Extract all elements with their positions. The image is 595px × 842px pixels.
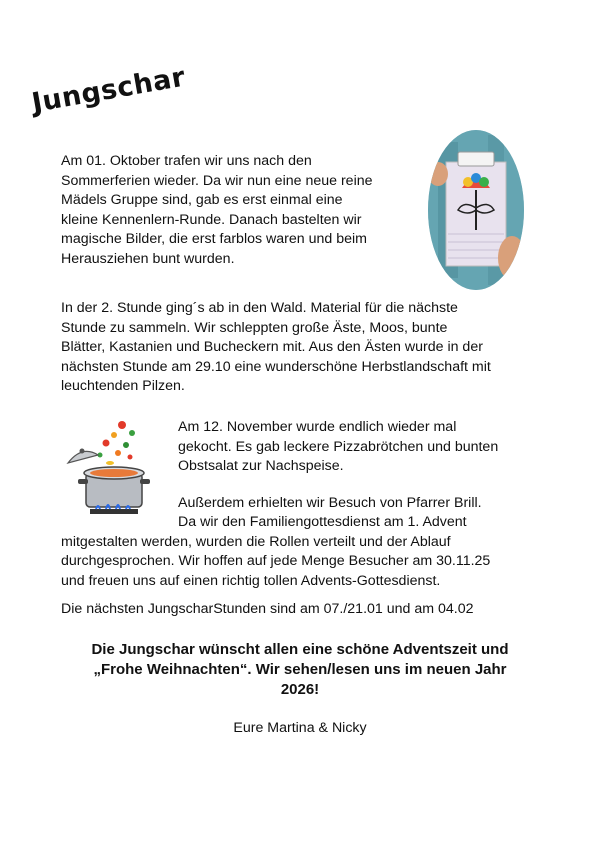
text-line: Die Jungschar wünscht allen eine schöne Adventszeit und: [91, 641, 509, 658]
text-line: Am 12. November wurde endlich wieder mal: [178, 419, 457, 435]
text-line: Obstsalat zur Nachspeise.: [178, 458, 344, 474]
paragraph-advent-service: [61, 513, 551, 591]
text-line: und freuen uns auf einen richtig tollen Advents-Gottesdienst.: [61, 572, 441, 589]
text-line: durchgesprochen. Wir hoffen auf jede Menge Besucher am 30.11.25: [61, 553, 491, 569]
craft-photo: [428, 130, 524, 290]
text-line: In der 2. Stunde ging´s ab in den Wald. Material für die nächste: [61, 300, 458, 316]
paragraph-visit: [178, 494, 548, 514]
text-line: 2026!: [280, 681, 320, 698]
text-line: gekocht. Es gab leckere Pizzabrötchen und bunten: [178, 438, 499, 455]
text-line: Außerdem erhielten wir Besuch von Pfarrer Brill.: [178, 495, 482, 511]
paragraph-next-dates: Die nächsten JungscharStunden sind am 07./21.01 und am 04.02: [61, 601, 474, 617]
text-line: Am 01. Oktober trafen wir uns nach den: [61, 153, 312, 169]
signature: Eure Martina & Nicky: [233, 720, 367, 736]
text-line: magische Bilder, die erst farblos waren und beim: [61, 231, 367, 247]
text-line: Blätter, Kastanien und Bucheckern mit. Aus den Ästen wurde in der: [61, 339, 483, 355]
cooking-pot-icon: [60, 415, 170, 525]
text-line: leuchtenden Pilzen.: [61, 378, 185, 394]
text-line: mitgestalten werden, wurden die Rollen verteilt und der Ablauf: [61, 533, 451, 550]
text-line: Sommerferien wieder. Da wir nun eine neue reine: [61, 172, 373, 189]
text-line: nächsten Stunde am 29.10 eine wunderschöne Herbstlandschaft mit: [61, 358, 491, 375]
page-title: Jungschar: [29, 61, 188, 119]
text-line: „Frohe Weihnachten“. Wir sehen/lesen uns im neuen Jahr: [93, 661, 507, 678]
closing-greeting: [40, 640, 560, 700]
text-line: Mädels Gruppe sind, gab es erst einmal eine: [61, 192, 343, 208]
text-line: Stunde zu sammeln. Wir schleppten große Äste, Moos, bunte: [61, 319, 448, 336]
text-line: Da wir den Familiengottesdienst am 1. Advent: [178, 514, 467, 530]
paragraph-cooking: [178, 418, 548, 477]
text-line: Herausziehen bunt wurden.: [61, 250, 235, 267]
paragraph-forest: [61, 299, 541, 397]
text-line: kleine Kennenlern-Runde. Danach bastelten wir: [61, 211, 362, 228]
paragraph-intro: [61, 152, 411, 269]
